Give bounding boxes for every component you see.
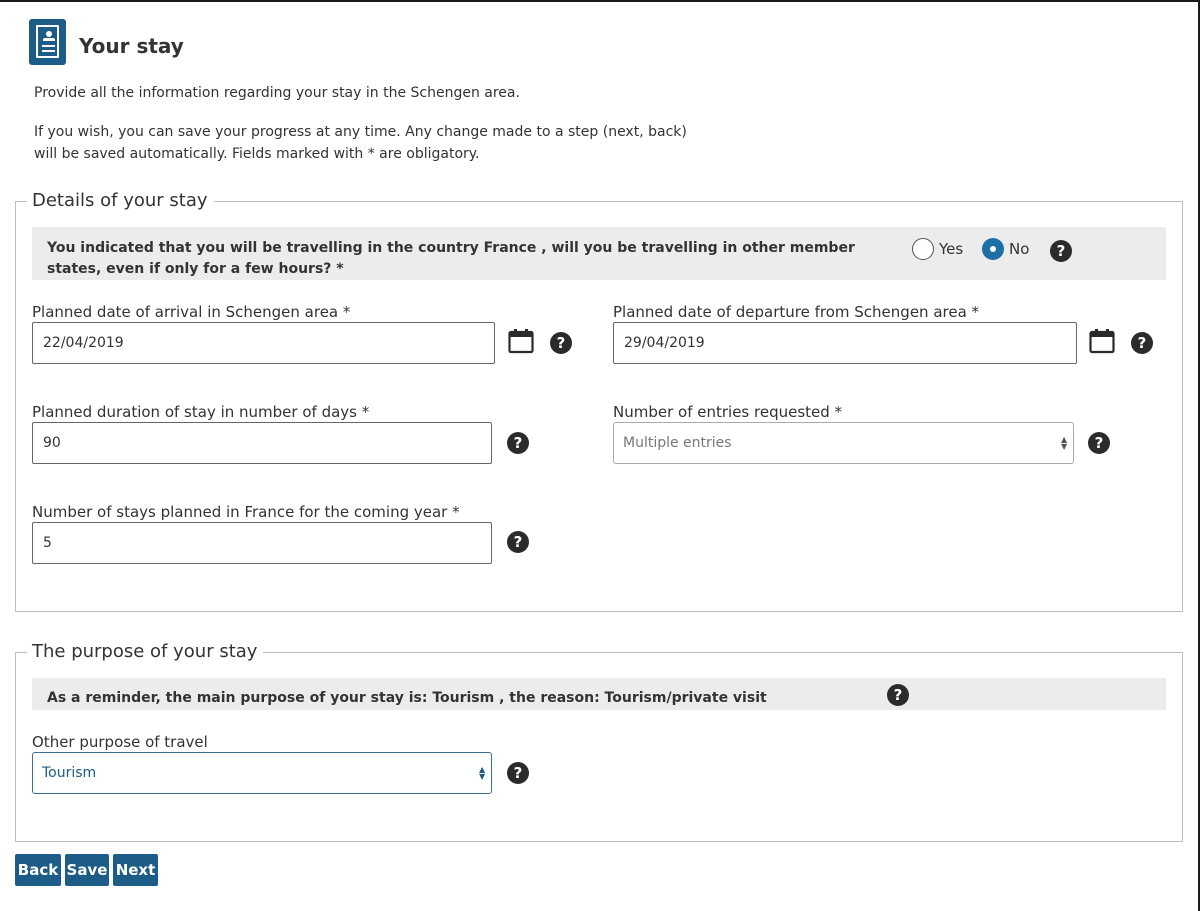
passport-id-icon — [29, 19, 66, 65]
duration-label: Planned duration of stay in number of days * — [32, 403, 370, 421]
departure-label: Planned date of departure from Schengen area * — [613, 303, 980, 321]
duration-input[interactable] — [32, 422, 492, 464]
select-caret-icon: ▲ ▼ — [479, 765, 486, 781]
help-icon[interactable]: ? — [550, 332, 572, 354]
entries-select[interactable] — [613, 422, 1074, 464]
help-icon[interactable]: ? — [1050, 240, 1072, 262]
details-legend: Details of your stay — [27, 190, 214, 211]
help-icon[interactable]: ? — [507, 531, 529, 553]
purpose-reminder: As a reminder, the main purpose of your stay is: Tourism , the reason: Tourism/private visit — [47, 690, 767, 706]
other-purpose-select[interactable] — [32, 752, 492, 794]
next-button[interactable]: Next — [113, 854, 158, 886]
radio-no-label[interactable]: No — [1009, 240, 1030, 258]
help-icon[interactable]: ? — [1131, 332, 1153, 354]
stays-label: Number of stays planned in France for the coming year * — [32, 503, 460, 521]
purpose-legend: The purpose of your stay — [27, 641, 263, 662]
calendar-icon[interactable] — [1089, 328, 1115, 354]
help-icon[interactable]: ? — [887, 684, 909, 706]
arrival-date-input[interactable] — [32, 322, 495, 364]
help-icon[interactable]: ? — [1088, 432, 1110, 454]
top-border — [0, 0, 1200, 2]
radio-yes[interactable] — [912, 238, 934, 260]
select-caret-icon: ▲ ▼ — [1061, 435, 1068, 451]
save-button[interactable]: Save — [65, 854, 109, 886]
intro-save-notice: If you wish, you can save your progress at any time. Any change made to a step (next, back) will be saved automatically. Fields marked with * are obligatory. — [34, 124, 687, 162]
stays-input[interactable] — [32, 522, 492, 564]
departure-date-input[interactable] — [613, 322, 1077, 364]
other-purpose-value: Tourism — [42, 765, 97, 781]
purpose-reminder-bar — [32, 678, 1166, 710]
help-icon[interactable]: ? — [507, 432, 529, 454]
entries-select-value: Multiple entries — [623, 435, 732, 451]
member-states-question: You indicated that you will be travelling in the country France , will you be travelling in other member states, even if only for a few hours? * — [47, 240, 855, 277]
help-icon[interactable]: ? — [507, 762, 529, 784]
radio-no[interactable] — [982, 238, 1004, 260]
page-title: Your stay — [79, 34, 184, 58]
back-button[interactable]: Back — [15, 854, 61, 886]
arrival-label: Planned date of arrival in Schengen area * — [32, 303, 351, 321]
entries-label: Number of entries requested * — [613, 403, 843, 421]
calendar-icon[interactable] — [508, 328, 534, 354]
other-purpose-label: Other purpose of travel — [32, 733, 208, 751]
intro-text: Provide all the information regarding your stay in the Schengen area. — [34, 85, 520, 101]
radio-yes-label[interactable]: Yes — [939, 240, 964, 258]
